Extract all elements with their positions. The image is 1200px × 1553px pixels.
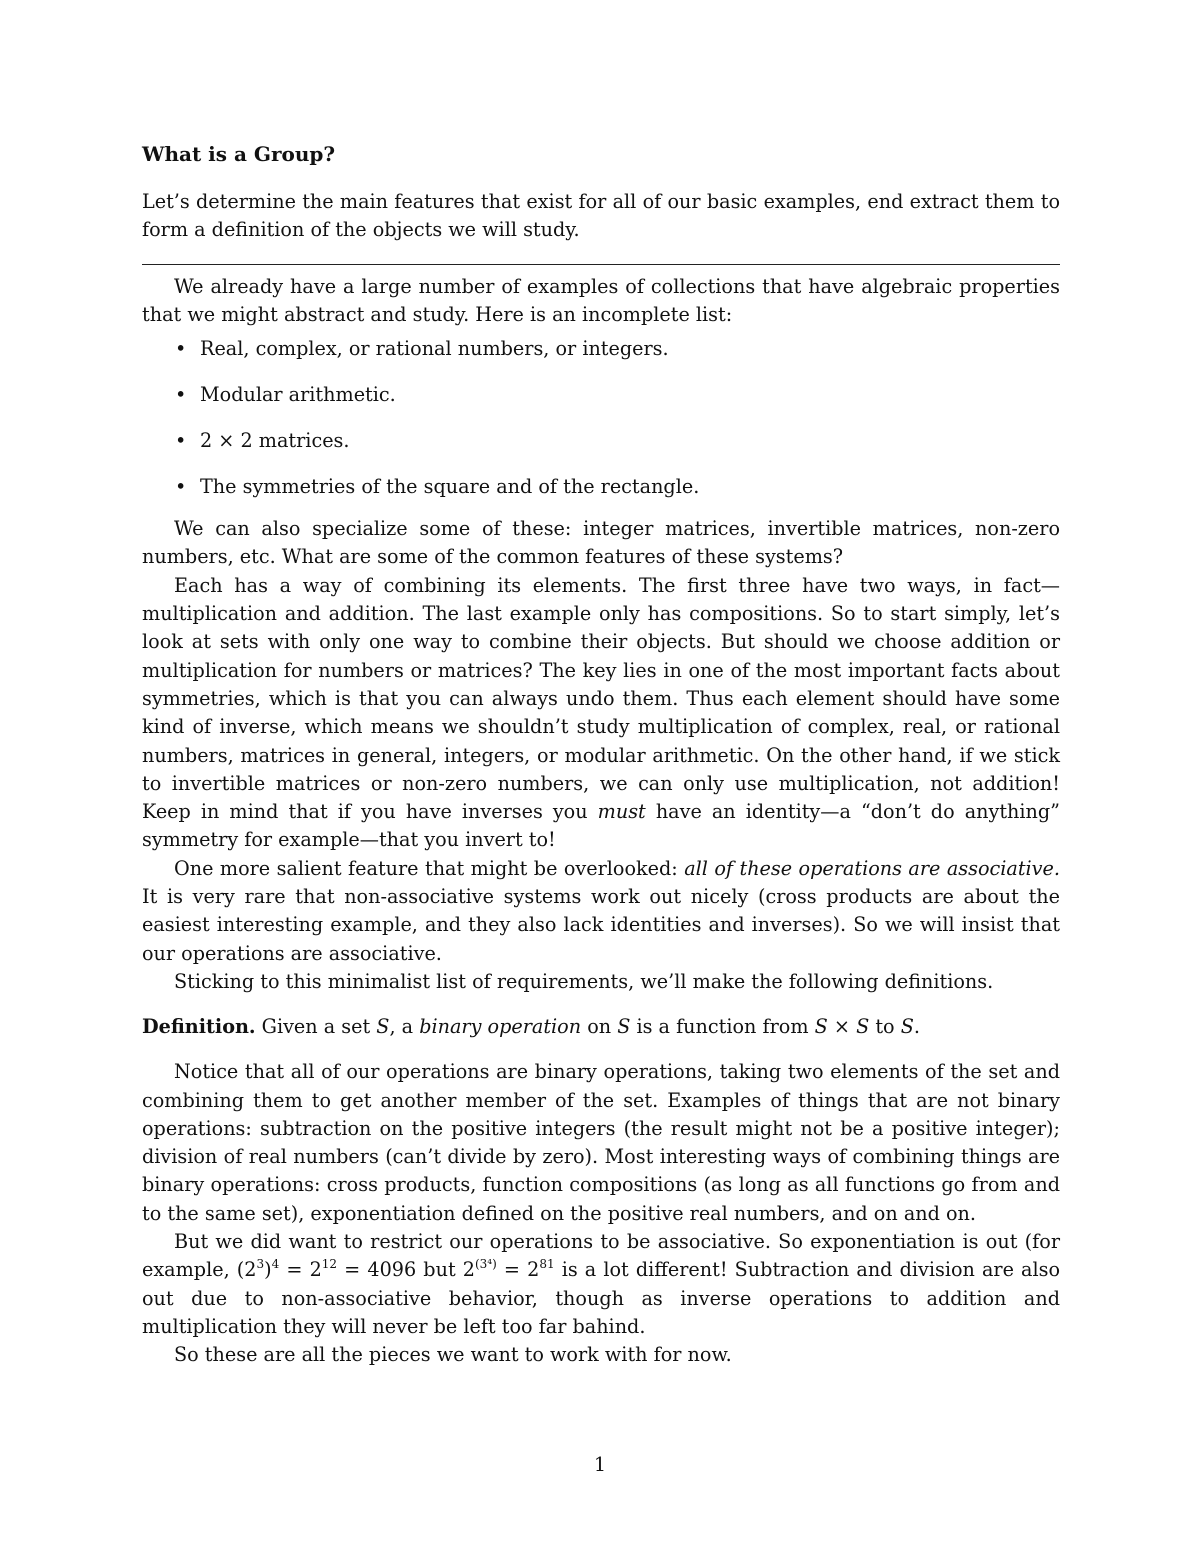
paragraph-specialize: We can also specialize some of these: integer matrices, invertible matrices, non-zero numbers, etc. What are some of the common features of these systems? [142,517,1060,569]
bullet-icon: • [175,429,187,453]
paragraph-binary-examples: Notice that all of our operations are binary operations, taking two elements of the set and combining them to get another member of the set. Examples of things that are not binary operations: subtraction on the positive integers (the result might not be a positive integer); division of real numbers (can’t divide by zero). Most interesting ways of combining things are binary operations: cross products, function compositions (as long as all functions go from and to the same set), exponentiation defined on the positive real numbers, and on and on. [142,1060,1060,1225]
section-title: What is a Group? [142,142,336,166]
definition-binary-operation: Definition. Given a set S, a binary operation on S is a function from S × S to S. [142,1015,920,1039]
bullet-icon: • [175,475,187,499]
emphasis-associative: all of these operations are associative. [684,856,1060,880]
paragraph-associative: One more salient feature that might be overlooked: all of these operations are associative. It is very rare that non-associative systems work out nicely (cross products are about the easiest interesting example, and they also lack identities and inverses). So we will insist that our operations are associative. [142,856,1060,965]
examples-list [142,335,1060,501]
list-item: • Modular arithmetic. [142,381,1060,409]
intro-paragraph: Let’s determine the main features that exist for all of our basic examples, end extract them to form a definition of the objects we will study. [142,190,1060,242]
paragraph-exponentiation: But we did want to restrict our operations to be associative. So exponentiation is out (for example, $(2^3)^4 = 2^{12} = 4096$ but $2^{(3^4)} = 2^{81}$ is a lot different! Subtraction and division are also out due to non-associative behavior, though as inverse operations to addition and multiplication they will never be left too far bahind. [142,1230,1061,1338]
paragraph-examples-intro: We already have a large number of examples of collections that have algebraic properties that we might abstract and study. Here is an incomplete list: [142,274,1060,326]
list-item: • Real, complex, or rational numbers, or integers. [142,335,1060,363]
paragraph-combining: Each has a way of combining its elements. The first three have two ways, in fact—multiplication and addition. The last example only has compositions. So to start simply, let’s look at sets with only one way to combine their objects. But should we choose addition or multiplication for numbers or matrices? The key lies in one of the most important facts about symmetries, which is that you can always undo them. Thus each element should have some kind of inverse, which means we shouldn’t study multiplication of complex, real, or rational numbers, matrices in general, integers, or modular arithmetic. On the other hand, if we stick to invertible matrices or non-zero numbers, we can only use multiplication, not addition! Keep in mind that if you have inverses you must have an identity—a “don’t do anything” symmetry for example—that you invert to! [142,573,1060,852]
document-page [142,140,1060,1370]
emphasis-must: must [597,800,646,824]
horizontal-rule [142,264,1060,265]
page-number: 1 [593,1453,607,1476]
list-item: • 2 × 2 matrices. [142,427,1060,455]
paragraph-minimalist: Sticking to this minimalist list of requirements, we’ll make the following definitions. [174,969,994,993]
paragraph-closing: So these are all the pieces we want to work with for now. [174,1343,732,1367]
bullet-icon: • [175,383,187,407]
definition-label: Definition. [142,1015,256,1039]
list-item: • The symmetries of the square and of the rectangle. [142,473,1060,501]
bullet-icon: • [175,337,187,361]
